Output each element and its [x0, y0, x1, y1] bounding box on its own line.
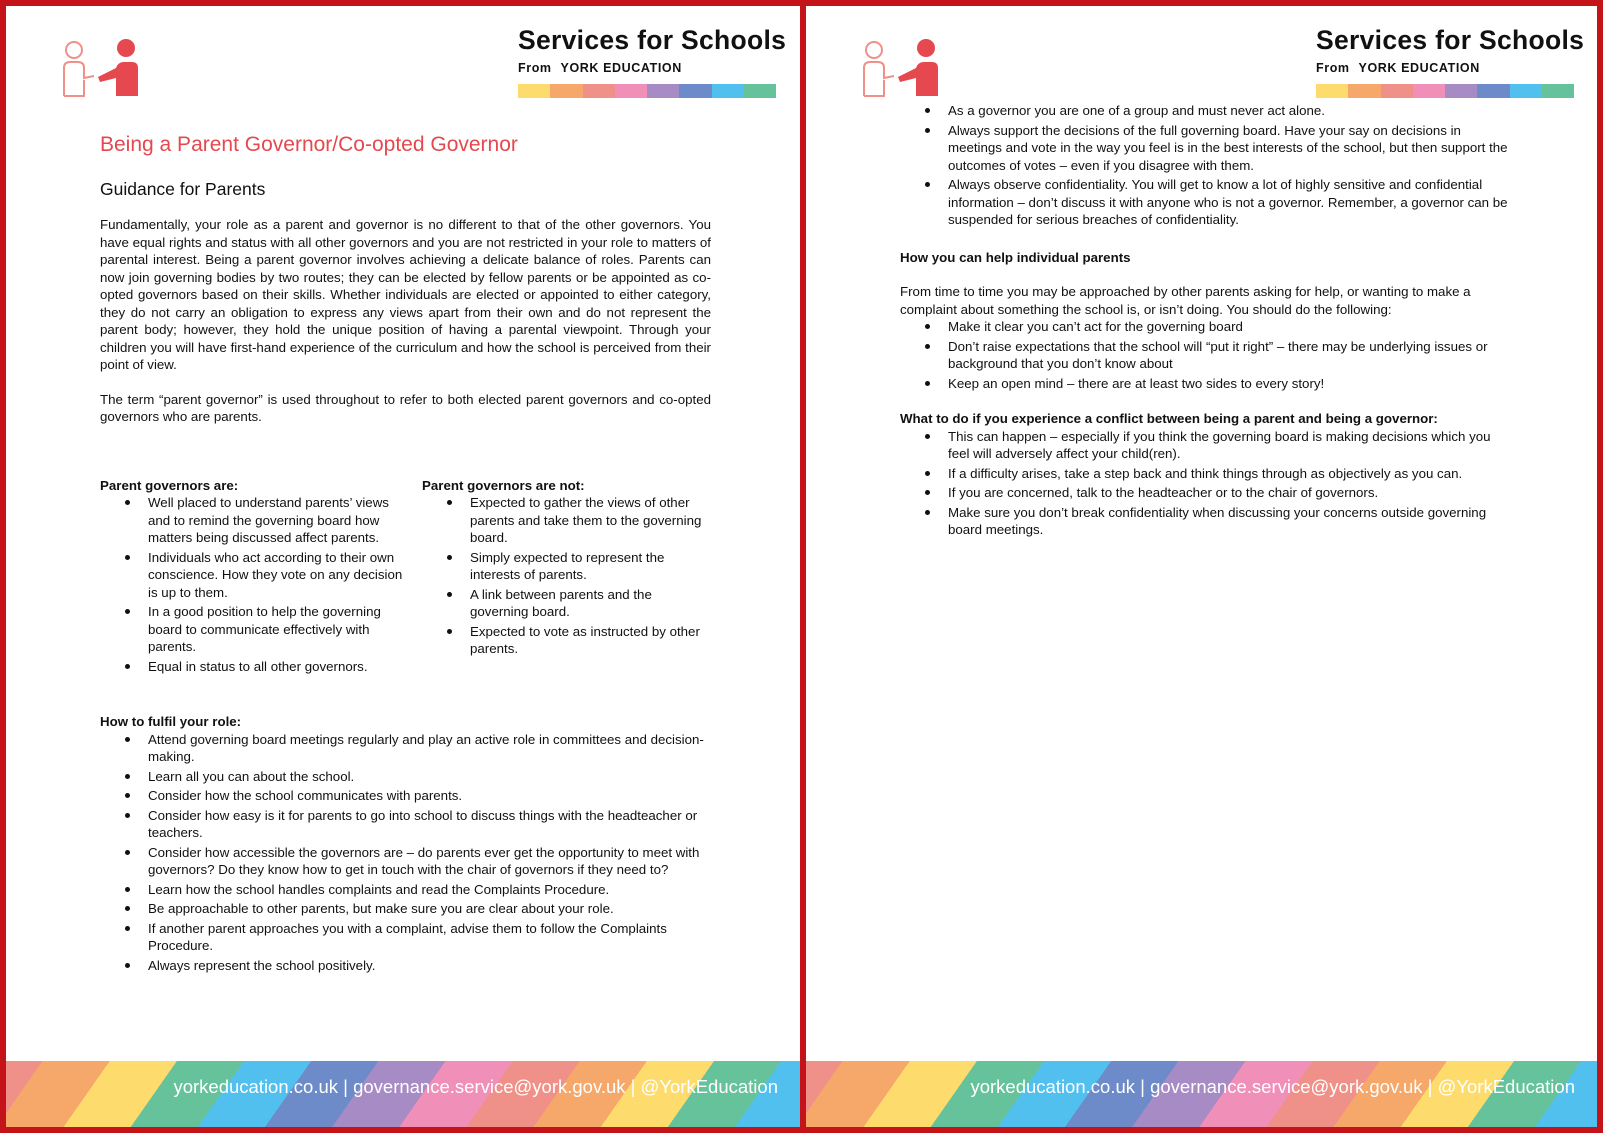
list-item: Keep an open mind – there are at least two sides to every story!	[900, 375, 1508, 393]
list-item: Make it clear you can’t act for the governing board	[900, 318, 1508, 336]
stripe-segment	[1381, 84, 1413, 98]
are-heading: Parent governors are:	[100, 477, 239, 493]
page-2-content	[900, 102, 1508, 541]
are-not-column	[422, 475, 711, 678]
stripe-segment	[1413, 84, 1445, 98]
list-item: Expected to gather the views of other parents and take them to the governing board.	[422, 494, 711, 547]
list-item: Always represent the school positively.	[100, 957, 711, 975]
list-item: A link between parents and the governing board.	[422, 586, 711, 621]
brand-org: YORK EDUCATION	[560, 61, 682, 75]
document-subtitle: Guidance for Parents	[100, 179, 266, 199]
stripe-segment	[1316, 84, 1348, 98]
list-item: As a governor you are one of a group and must never act alone.	[900, 102, 1508, 120]
list-item: Be approachable to other parents, but make sure you are clear about your role.	[100, 900, 711, 918]
brand-from: From	[1316, 61, 1350, 75]
list-item: Equal in status to all other governors.	[100, 658, 414, 676]
list-item: Consider how the school communicates with parents.	[100, 787, 711, 805]
help-list	[900, 318, 1508, 392]
conflict-list	[900, 428, 1508, 539]
stripe-segment	[550, 84, 582, 98]
list-item: Don’t raise expectations that the school will “put it right” – there may be underlying issues or background that you don’t know about	[900, 338, 1508, 373]
stripe-segment	[1477, 84, 1509, 98]
list-item: Consider how easy is it for parents to go into school to discuss things with the headteacher or teachers.	[100, 807, 711, 842]
fulfil-heading: How to fulfil your role:	[100, 714, 242, 729]
help-heading: How you can help individual parents	[900, 249, 1131, 265]
stripe-segment	[1348, 84, 1380, 98]
stripe-segment	[744, 84, 776, 98]
list-item: In a good position to help the governing board to communicate effectively with parents.	[100, 603, 414, 656]
list-item: Make sure you don’t break confidentiality when discussing your concerns outside governing board meetings.	[900, 504, 1508, 539]
color-stripe	[1316, 84, 1574, 98]
list-item: Well placed to understand parents’ views and to remind the governing board how matters being discussed affect parents.	[100, 494, 414, 547]
stripe-segment	[712, 84, 744, 98]
stripe-segment	[518, 84, 550, 98]
list-item: Simply expected to represent the interests of parents.	[422, 549, 711, 584]
list-item: Attend governing board meetings regularly and play an active role in committees and decision-making.	[100, 731, 711, 766]
brand-subtitle	[1316, 61, 1578, 75]
stripe-segment	[679, 84, 711, 98]
conflict-heading: What to do if you experience a conflict between being a parent and being a governor:	[900, 411, 1438, 426]
governor-conduct-list	[900, 102, 1508, 229]
list-item: Learn how the school handles complaints and read the Complaints Procedure.	[100, 881, 711, 899]
brand-from: From	[518, 61, 552, 75]
intro-paragraph: Fundamentally, your role as a parent and governor is no different to that of the other governors. You have equal rights and status with all other governors and you are not restricted in your role to matters of parental interest. Being a parent governor involves achieving a delicate balance of roles. Parents can now join governing bodies by two routes; they can be elected by fellow parents or be appointed as co-opted governors based on their skills. Whether individuals are elected or appointed to either category, they do not carry an obligation to express any views apart from their own and do not represent the parent body; however, they hold the unique position of having a parental viewpoint. Through your children you will have first-hand experience of the curriculum and how the school is perceived from their point of view.	[100, 217, 711, 372]
document-page-1	[6, 6, 800, 1127]
stripe-segment	[647, 84, 679, 98]
brand-title: Services for Schools	[1316, 25, 1585, 55]
footer-contact: yorkeducation.co.uk | governance.service@york.gov.uk | @YorkEducation	[970, 1076, 1575, 1097]
fulfil-list	[100, 731, 711, 975]
are-not-list	[422, 494, 711, 658]
footer-contact: yorkeducation.co.uk | governance.service@york.gov.uk | @YorkEducation	[173, 1076, 778, 1097]
color-stripe	[518, 84, 776, 98]
term-paragraph: The term “parent governor” is used throughout to refer to both elected parent governors and co-opted governors who are parents.	[100, 391, 711, 424]
list-item: If another parent approaches you with a complaint, advise them to follow the Complaints Procedure.	[100, 920, 711, 955]
list-item: This can happen – especially if you think the governing board is making decisions which you feel will adversely affect your child(ren).	[900, 428, 1508, 463]
list-item: Always support the decisions of the full governing board. Have your say on decisions in meetings and vote in the way you feel is in the best interests of the school, but then support the outcomes of votes – even if you disagree with them.	[900, 122, 1508, 175]
footer-banner	[806, 1061, 1597, 1127]
list-item: Learn all you can about the school.	[100, 768, 711, 786]
brand-subtitle	[518, 61, 780, 75]
brand-title: Services for Schools	[518, 25, 787, 55]
stripe-segment	[1445, 84, 1477, 98]
list-item: If you are concerned, talk to the headteacher or to the chair of governors.	[900, 484, 1508, 502]
document-page-2	[806, 6, 1597, 1127]
parent-governor-logo-icon	[860, 36, 942, 98]
are-list	[100, 494, 414, 675]
footer-banner	[6, 1061, 800, 1127]
are-and-are-not-columns	[100, 475, 711, 678]
list-item: Individuals who act according to their own conscience. How they vote on any decision is up to them.	[100, 549, 414, 602]
brand-block	[1316, 25, 1585, 98]
are-not-heading: Parent governors are not:	[422, 477, 585, 493]
list-item: Always observe confidentiality. You will get to know a lot of highly sensitive and confidential information – don’t discuss it with anyone who is not a governor. Remember, a governor can be suspended for serious breaches of confidentiality.	[900, 176, 1508, 229]
are-column	[100, 475, 422, 678]
parent-governor-logo-icon	[60, 36, 142, 98]
page-1-content	[100, 132, 711, 976]
list-item: If a difficulty arises, take a step back and think things through as objectively as you can.	[900, 465, 1508, 483]
brand-org: YORK EDUCATION	[1358, 61, 1480, 75]
brand-block	[518, 25, 787, 98]
stripe-segment	[583, 84, 615, 98]
help-paragraph: From time to time you may be approached by other parents asking for help, or wanting to make a complaint about something the school is, or isn’t doing. You should do the following:	[900, 284, 1471, 317]
list-item: Expected to vote as instructed by other parents.	[422, 623, 711, 658]
document-title: Being a Parent Governor/Co-opted Governor	[100, 133, 518, 156]
stripe-segment	[615, 84, 647, 98]
stripe-segment	[1542, 84, 1574, 98]
stripe-segment	[1510, 84, 1542, 98]
list-item: Consider how accessible the governors are – do parents ever get the opportunity to meet with governors? Do they know how to get in touch with the chair of governors if they need to?	[100, 844, 711, 879]
